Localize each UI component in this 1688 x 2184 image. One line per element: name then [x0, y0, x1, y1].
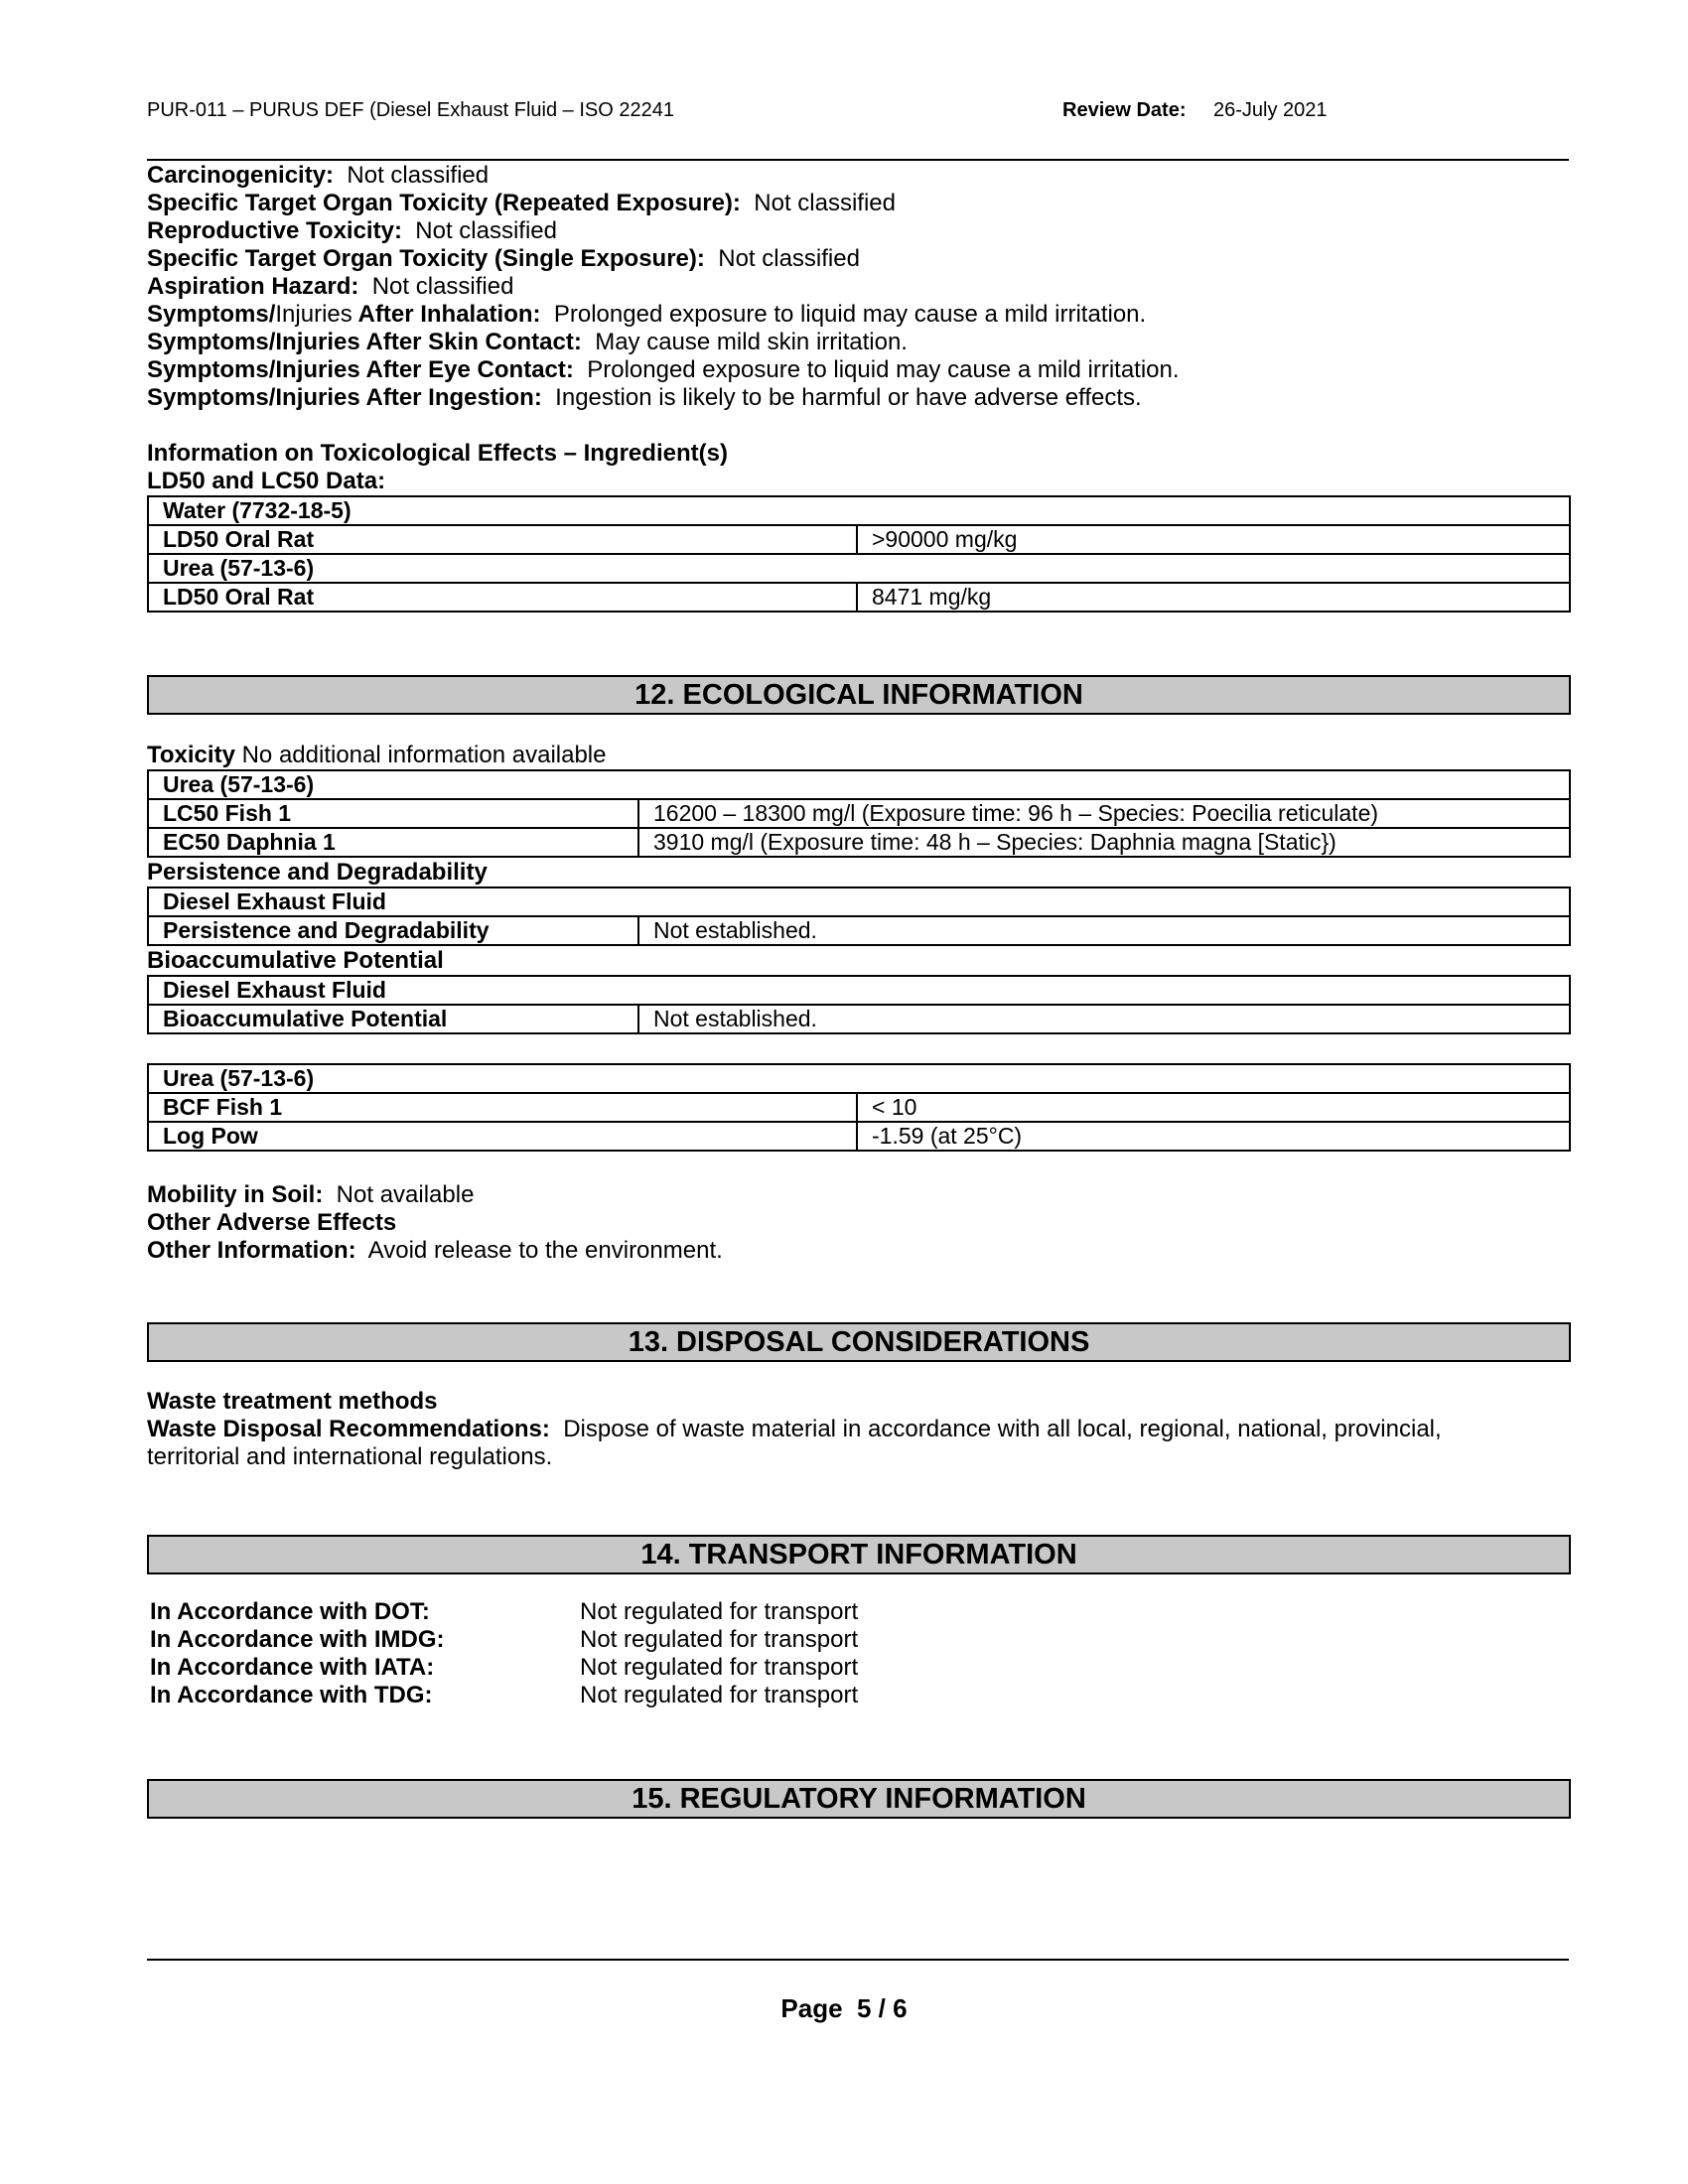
document-title: PUR-011 – PURUS DEF (Diesel Exhaust Fluid – ISO 22241 [147, 99, 674, 121]
tox-info-heading: Information on Toxicological Effects – Ingredient(s) [147, 440, 728, 467]
transport-value: Not regulated for transport [580, 1654, 859, 1681]
table-row [148, 770, 1570, 799]
review-date-value: 26-July 2021 [1213, 99, 1328, 121]
tox-label: Carcinogenicity: [147, 162, 335, 189]
table-row [148, 887, 1570, 916]
table-cell: Not established. [638, 916, 1570, 945]
persistence-table [147, 887, 1571, 946]
waste-line: Waste Disposal Recommendations: Dispose of waste material in accordance with all local, regional, national, provincial, [147, 1416, 1442, 1442]
table-cell: Persistence and Degradability [148, 916, 638, 945]
table-cell: 16200 – 18300 mg/l (Exposure time: 96 h – Species: Poecilia reticulate) [638, 799, 1570, 828]
table-row [148, 525, 1570, 554]
symptom-eye: Symptoms/Injuries After Eye Contact: Prolonged exposure to liquid may cause a mild irritation. [147, 356, 1180, 383]
bcf-table [147, 1063, 1571, 1152]
symptom-inhalation: Symptoms/Injuries After Inhalation: Prolonged exposure to liquid may cause a mild irritation. [147, 301, 1147, 328]
table-cell: BCF Fish 1 [148, 1093, 857, 1122]
page-label: Page [780, 1993, 843, 2023]
ld50-table [147, 495, 1571, 613]
tox-line [147, 273, 513, 301]
transport-value: Not regulated for transport [580, 1598, 859, 1625]
table-cell: Log Pow [148, 1122, 857, 1151]
transport-value: Not regulated for transport [580, 1626, 859, 1653]
bio-heading: Bioaccumulative Potential [147, 947, 444, 974]
transport-label: In Accordance with IATA: [150, 1654, 435, 1681]
table-row [148, 828, 1570, 857]
table-row [148, 554, 1570, 583]
table-cell: Urea (57-13-6) [148, 1064, 1570, 1093]
tox-label: Reproductive Toxicity: [147, 217, 402, 244]
tox-label: Specific Target Organ Toxicity (Single Exposure): [147, 245, 705, 272]
tox-line [147, 162, 489, 190]
table-cell: 8471 mg/kg [857, 583, 1570, 612]
tox-value: Not classified [754, 190, 896, 216]
tox-value: Not classified [371, 273, 514, 300]
toxicity-line: Toxicity No additional information available [147, 742, 607, 768]
table-row [148, 496, 1570, 525]
table-cell: Diesel Exhaust Fluid [148, 887, 1570, 916]
transport-label: In Accordance with IMDG: [150, 1626, 445, 1653]
tox-label: Specific Target Organ Toxicity (Repeated Exposure): [147, 190, 741, 216]
section-13-heading: 13. DISPOSAL CONSIDERATIONS [147, 1322, 1571, 1362]
eco-toxicity-table [147, 769, 1571, 858]
tox-value: Not classified [347, 162, 490, 189]
table-cell: -1.59 (at 25°C) [857, 1122, 1570, 1151]
transport-value: Not regulated for transport [580, 1682, 859, 1708]
waste-line-2: territorial and international regulations. [147, 1443, 553, 1470]
page-number [0, 1993, 1688, 2024]
table-cell: LD50 Oral Rat [148, 583, 857, 612]
table-row [148, 976, 1570, 1005]
table-row [148, 1064, 1570, 1093]
table-row [148, 583, 1570, 612]
transport-label: In Accordance with TDG: [150, 1682, 433, 1708]
table-cell: Diesel Exhaust Fluid [148, 976, 1570, 1005]
table-cell: Water (7732-18-5) [148, 496, 1570, 525]
table-cell: Urea (57-13-6) [148, 770, 1570, 799]
symptom-ingestion: Symptoms/Injuries After Ingestion: Ingestion is likely to be harmful or have adverse effects. [147, 384, 1142, 411]
tox-label: Aspiration Hazard: [147, 273, 359, 300]
persistence-heading: Persistence and Degradability [147, 859, 488, 886]
table-cell: LD50 Oral Rat [148, 525, 857, 554]
review-date-label: Review Date: [1062, 99, 1187, 121]
tox-value: Not classified [415, 217, 558, 244]
table-cell: Bioaccumulative Potential [148, 1005, 638, 1033]
table-cell: LC50 Fish 1 [148, 799, 638, 828]
tox-line [147, 190, 896, 217]
table-row [148, 1122, 1570, 1151]
tox-line [147, 245, 860, 273]
header-rule [147, 159, 1569, 161]
table-row [148, 916, 1570, 945]
other-adverse: Other Adverse Effects [147, 1209, 397, 1236]
symptom-skin: Symptoms/Injuries After Skin Contact: May cause mild skin irritation. [147, 329, 908, 355]
section-15-heading: 15. REGULATORY INFORMATION [147, 1779, 1571, 1819]
bio-table [147, 975, 1571, 1034]
table-cell: Not established. [638, 1005, 1570, 1033]
table-cell: >90000 mg/kg [857, 525, 1570, 554]
footer-rule [147, 1959, 1569, 1961]
table-cell: < 10 [857, 1093, 1570, 1122]
table-cell: EC50 Daphnia 1 [148, 828, 638, 857]
tox-line [147, 217, 557, 245]
table-row [148, 1093, 1570, 1122]
table-row [148, 1005, 1570, 1033]
table-cell: Urea (57-13-6) [148, 554, 1570, 583]
section-14-heading: 14. TRANSPORT INFORMATION [147, 1535, 1571, 1574]
page-value: 5 / 6 [857, 1993, 908, 2023]
other-info-line: Other Information: Avoid release to the environment. [147, 1237, 723, 1264]
mobility-line: Mobility in Soil: Not available [147, 1181, 475, 1208]
section-12-heading: 12. ECOLOGICAL INFORMATION [147, 675, 1571, 715]
table-cell: 3910 mg/l (Exposure time: 48 h – Species: Daphnia magna [Static}) [638, 828, 1570, 857]
tox-value: Not classified [718, 245, 860, 272]
table-row [148, 799, 1570, 828]
ld50-heading: LD50 and LC50 Data: [147, 468, 386, 494]
waste-heading: Waste treatment methods [147, 1388, 438, 1415]
transport-label: In Accordance with DOT: [150, 1598, 430, 1625]
